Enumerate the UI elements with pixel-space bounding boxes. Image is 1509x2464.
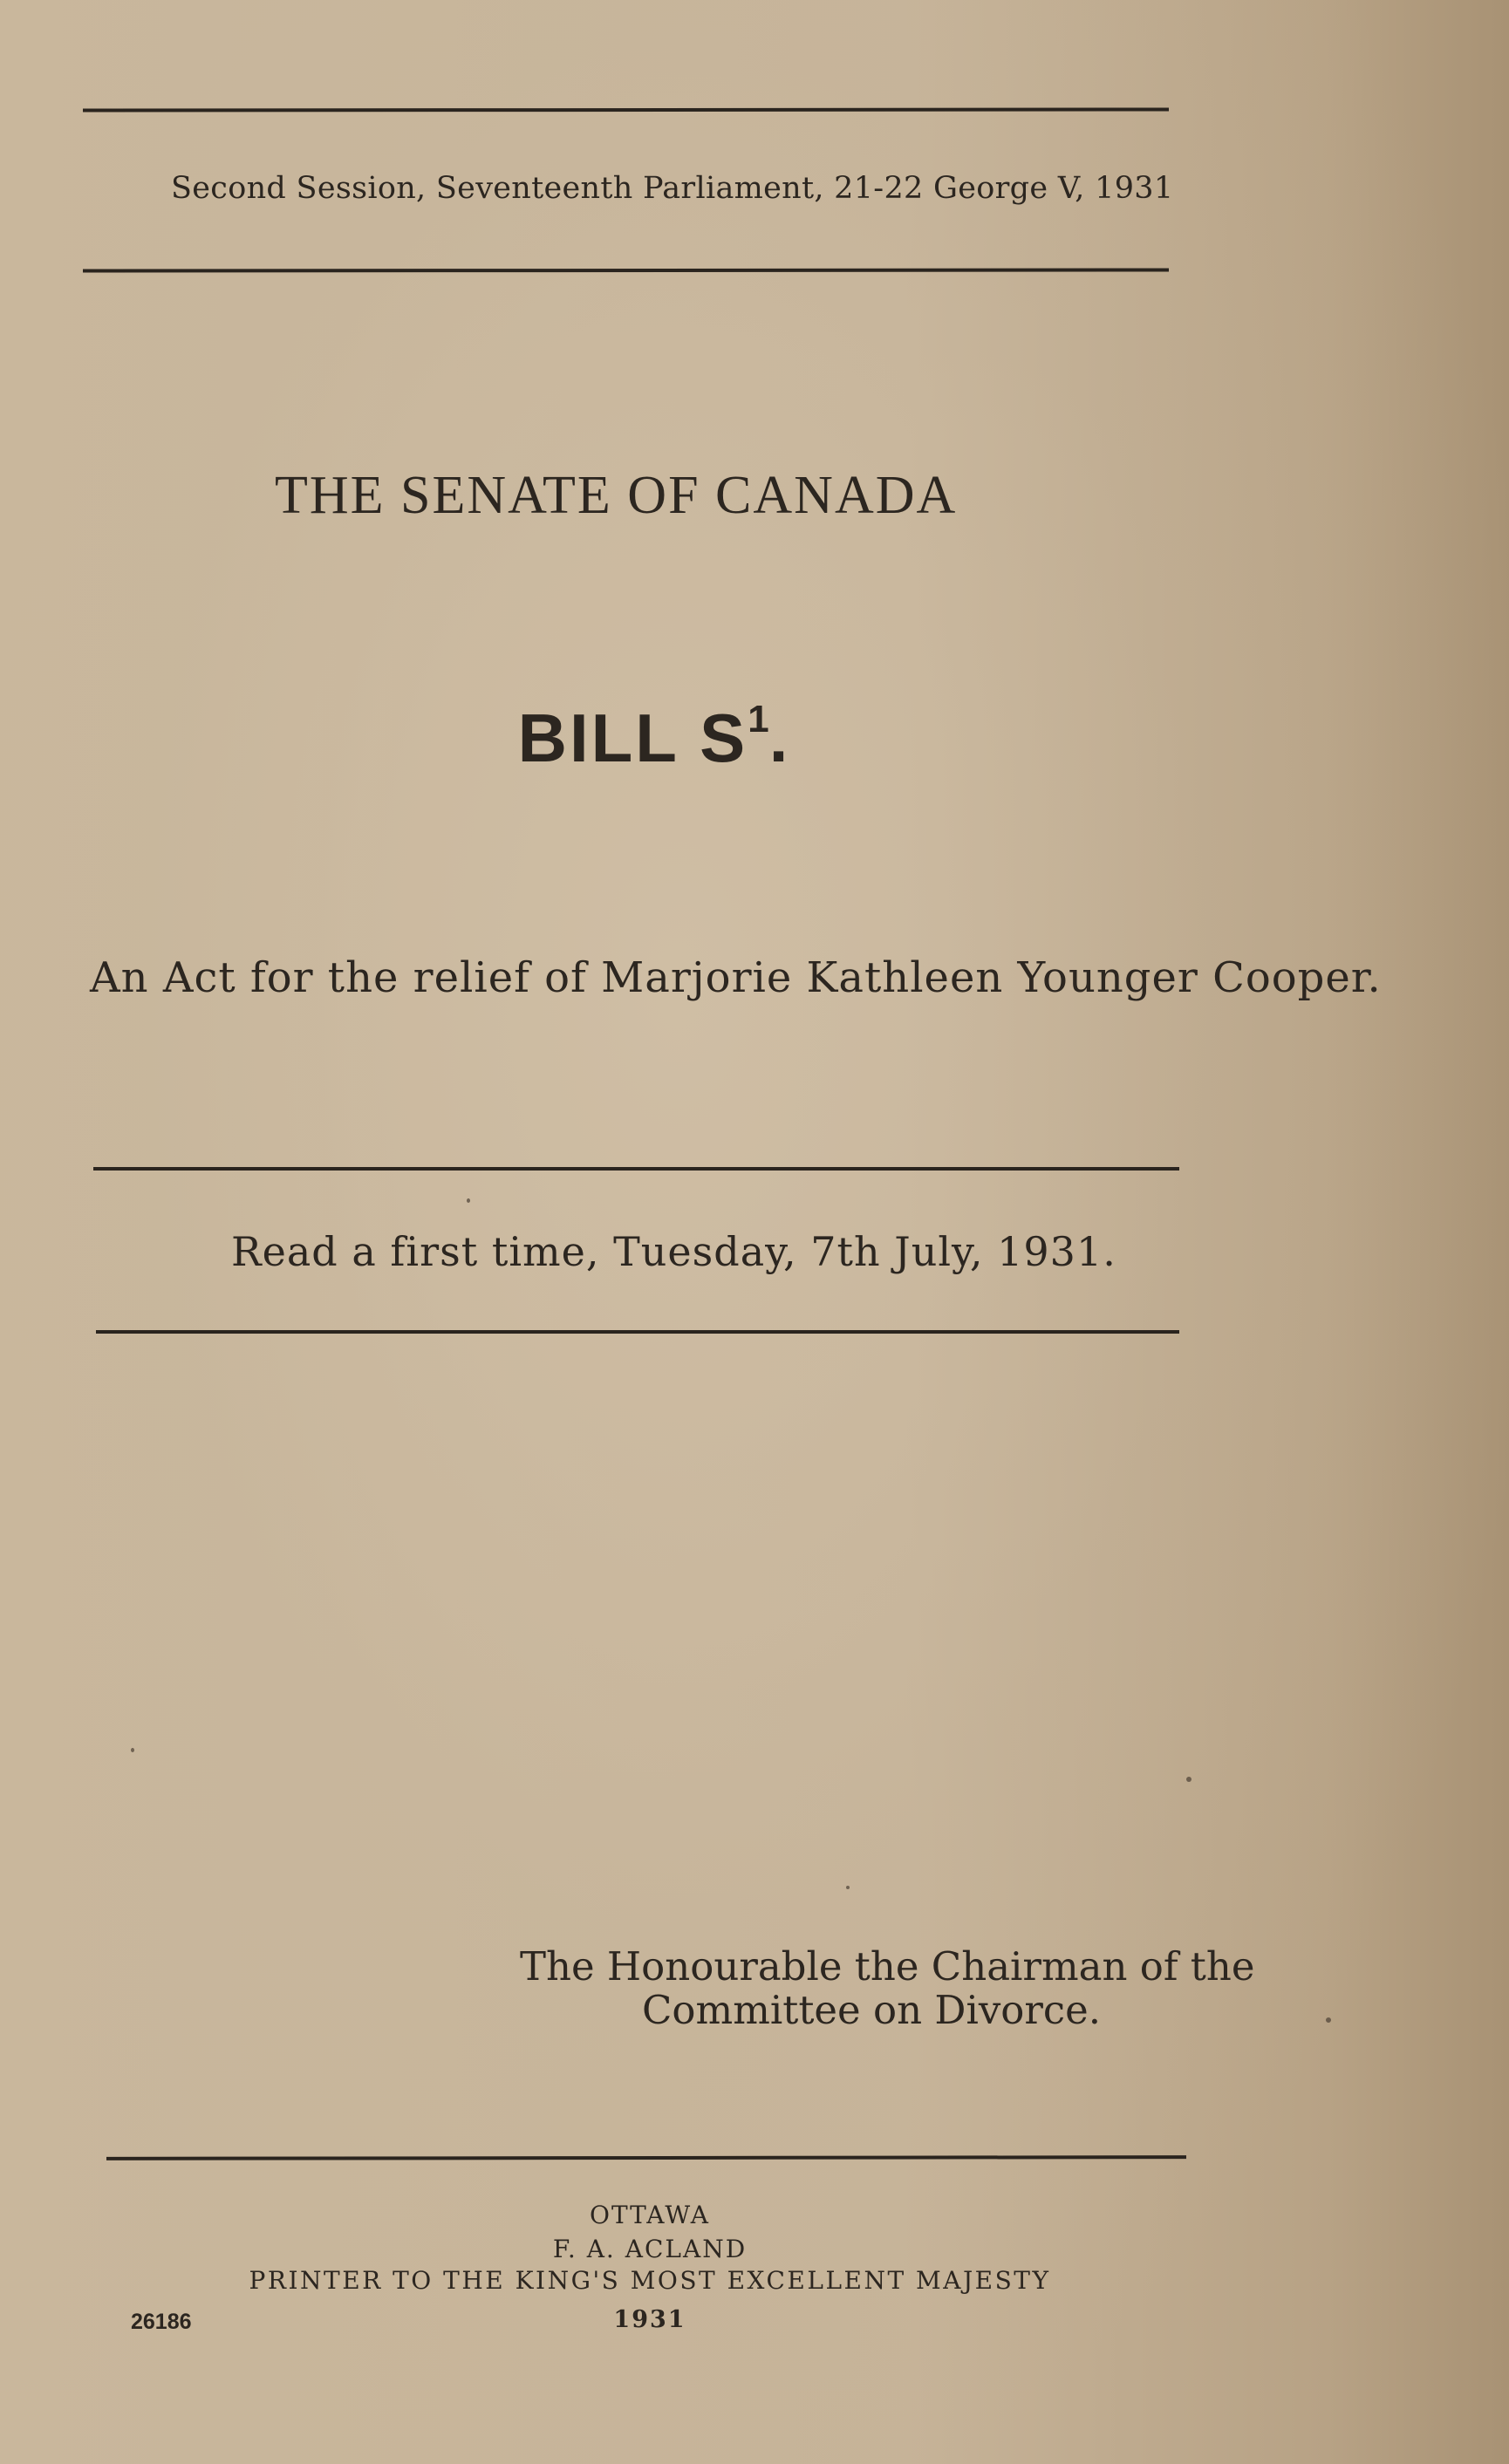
session-line: Second Session, Seventeenth Parliament, 21-22 George V, 1931 (171, 171, 1174, 206)
sponsor-line-2: Committee on Divorce. (642, 1987, 1102, 2033)
top-rule-upper (83, 107, 1169, 112)
reading-rule-upper (93, 1167, 1179, 1171)
imprint-city: OTTAWA (590, 2201, 710, 2229)
reading-rule-lower (96, 1330, 1179, 1334)
first-reading-line: Read a first time, Tuesday, 7th July, 1931. (231, 1228, 1116, 1275)
paper-speck (846, 1886, 850, 1889)
imprint-printer-title: PRINTER TO THE KING'S MOST EXCELLENT MAJESTY (249, 2266, 1051, 2295)
job-number: 26186 (131, 2310, 192, 2334)
paper-speck (1326, 2017, 1331, 2023)
senate-title: THE SENATE OF CANADA (275, 466, 958, 525)
bill-label: BILL S (517, 700, 748, 776)
top-rule-lower (83, 268, 1169, 272)
paper-speck (131, 1748, 134, 1752)
bill-superscript: 1 (748, 698, 769, 741)
bill-title (0, 698, 1308, 778)
sponsor-line-1: The Honourable the Chairman of the (520, 1943, 1255, 1990)
imprint-printer: F. A. ACLAND (552, 2235, 748, 2263)
paper-speck (467, 1198, 470, 1203)
bill-suffix: . (768, 700, 791, 776)
imprint-year: 1931 (613, 2306, 686, 2333)
imprint-rule (106, 2155, 1186, 2160)
act-title: An Act for the relief of Marjorie Kathleen Younger Cooper. (90, 953, 1382, 1002)
paper-speck (1186, 1777, 1191, 1782)
